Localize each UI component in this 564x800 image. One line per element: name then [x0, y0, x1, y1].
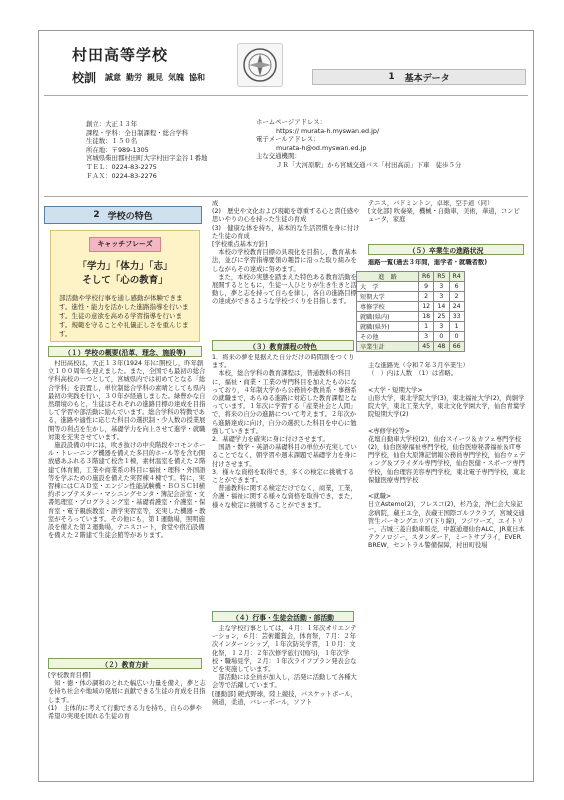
motto-label: 校訓 [72, 71, 97, 85]
table-cell: 12 [419, 302, 434, 312]
table-row [357, 282, 465, 292]
mail-link[interactable]: murata-h@od.myswan.ed.jp [276, 143, 367, 152]
table-header: R4 [449, 272, 464, 282]
divider [44, 95, 528, 96]
policy-text: [学校教育目標] 知・徳・体の調和のとれた幅広い力量を備え，夢と志を持ち社会や地域の発展に貢献できる生徒の育成を目指します。 (1) 主体的に考えて行動できる力を持ち，自らの夢や希望の実現を図れる生徒の育 [48, 672, 206, 721]
catchphrase-desc: 部活動や学校行事を通し感動が体験できます。進性・能力を活かした進路指導を行います。生徒の意欲を高める学習指導を行います。規範を守ることや礼儀正しさを重んじます。 [59, 294, 189, 338]
motto-word: 誠意 [105, 73, 122, 82]
students: 生徒数：１５０名 [86, 137, 138, 146]
section-basic-data-header: 1 基本データ [312, 69, 526, 85]
clubs-text-cont: テニス，バドミントン，卓球，空手道（同） [文化部] 吹奏楽，機械・自動車，美術，華道，コンピュータ，家庭 [368, 200, 520, 224]
heading-policy: （２）教育方針 [48, 658, 202, 669]
table-cell: 0 [449, 332, 464, 342]
table-cell: 33 [449, 312, 464, 322]
section-features-header: 2 学校の特色 [44, 206, 202, 224]
founded: 創立：大正１３年 [86, 120, 138, 128]
table-cell: 就職(県内) [357, 312, 419, 322]
school-motto [72, 69, 205, 86]
table-cell: 2 [449, 292, 464, 302]
heading-career: （５）卒業生の進路状況 [368, 244, 524, 255]
table-cell: 66 [449, 342, 464, 352]
motto-word: 気魄 [168, 73, 185, 82]
traffic-label: 主な交通機関： [256, 152, 301, 161]
table-row [357, 332, 465, 342]
table-cell: 14 [434, 302, 449, 312]
traffic-info: ＪＲ「大河原駅」から宮城交通バス「村田高前」下車 徒歩５分 [276, 160, 462, 169]
table-row [357, 292, 465, 302]
overview-text: 村田高校は，大正１３年(1924 年)に開校し，昨年創立１００周年を迎えました。また，全国でも最初の総合学科高校の一つとして，宮城県内では初めてとなる「総合学科」を設置し，単位制総合学科の素晴としても県内最初の実践を行い，３０年が経過しました。緑豊かな自然環境のもと，生徒はそれぞれの進路目標の達成を目指して学習や部活動に励んでいます。総合学科の特徴である，進路や適性に応じた科目の選択制・少人数の授業展開等の利点を生かし，基礎学力を向上させて進学・就職対策を充実させています。 施設設備の中には，吹き抜けの中央階段やコモンホール・トレーニング機器を備えた多目的ホール等を含む開放感あふれる３階建て校舎１棟，素材温室を備えた２階建て体育館，工業や商業系の科目に福祉・理科・外国語等を学ぶための施設を備えた実習棟４棟です。特に，実習棟にはＣＡＤ室・エンジン性能試験機・ＢＯＳＣＨ横約ポンプテスター・マシニングセンタ・簿記会計室・文書処理室・プログラミング室・基礎看護室・介護室・保育室・電子親族教室・語学実習室等，充実した機器・教室がそろっています。その他にも，第１運動場，照明施設を備えた第２運動場，テニスコート，食堂や宿泊設備を備えた２階建て生徒会館等があります。 [48, 360, 206, 540]
table-header: 進 路 [357, 272, 419, 282]
divider [44, 196, 528, 197]
postal: 所在地：〒989-1305 [86, 145, 149, 154]
table-cell: 就職(県外) [357, 322, 419, 332]
heading-events: （４）行事・生徒会活動・部活動 [212, 611, 354, 622]
table-cell: 1 [449, 322, 464, 332]
catchphrase-box [50, 230, 200, 342]
table-cell: 24 [449, 302, 464, 312]
table-cell: 3 [434, 282, 449, 292]
table-header: R5 [434, 272, 449, 282]
table-cell: 3 [434, 292, 449, 302]
career-table [356, 271, 465, 352]
table-cell: 卒業生計 [357, 342, 419, 352]
table-cell: 0 [434, 332, 449, 342]
catchphrase-heading: キャッチフレーズ [89, 237, 161, 252]
table-cell: 専修学校 [357, 302, 419, 312]
table-cell: 9 [419, 282, 434, 292]
policy-text-cont: 成 (2) 歴史や文化および現範を尊重する心と責任感や思いやりの心を持った生徒の育成 (3) 健康な体を持ち，基本的な生活習慣を身に付けた生徒の育成 [学校重点基本方針] 本校の学校教育目標の具現化を目指し，教育基本法，並びに学習指導要領の趣旨に沿った取り組みをしながらその達成に努めます。 また，本校の実態を踏まえた特色ある教育活動を展開するとともに，生徒一人ひとりが生き生きと活動し，夢と志を持って自らを律し，各自の進路目標の達成ができるような学校づくりを目指します。 [212, 200, 360, 306]
motto-word: 協和 [189, 73, 206, 82]
mail-label: 電子メールアドレス： [256, 135, 320, 144]
table-header-row [357, 272, 465, 282]
table-cell: 短期大学 [357, 292, 419, 302]
table-row [357, 322, 465, 332]
tel: ＴＥＬ：0224-83-2275 [86, 162, 157, 171]
table-cell: 2 [419, 292, 434, 302]
table-cell: 45 [419, 342, 434, 352]
table-cell: 3 [419, 332, 434, 342]
contact-info [256, 118, 528, 170]
hp-label: ホームページアドレス： [256, 118, 326, 126]
hp-link[interactable]: https:// murata-h.myswan.ed.jp/ [276, 126, 380, 135]
catchphrase-line1: 「学力」「体力」「志」 [77, 261, 173, 272]
motto-word: 勤労 [126, 73, 143, 82]
table-cell: 1 [419, 322, 434, 332]
fax: ＦＡＸ：0224-83-2276 [86, 171, 157, 180]
table-cell: 大 学 [357, 282, 419, 292]
career-destinations-text: 主な進路先（令和７年３月卒業生） （ ）内は人数 （1）は省略。 <大学・短期大学> 山形大学，東北学院大学(3)，東北福祉大学(2)，尚絅学院大学，東北工業大学，東北文化学園大学，仙台青葉学院短期大学(2) <専修学校等> 花壇自動車大学校(2)，仙台スイーツ＆カフェ専門学校(2)，仙台医療福祉専門学校，仙台医療秘書福祉＆IT専門学校，仙台大原簿記情報公務員専門学校，仙台ウェディング＆ブライダル専門学校，仙台医健・スポーツ専門学校，仙台理容美容専門学校，東北電子専門学校，東北保健医療専門学校 <就職> 日立Astemo(2)，フレスコ(2)，杉乃金，浄仁会大泉記念病院，蔵王ユ全，表蔵王国際ゴルフクラブ，宮城交通管生パーキングエリア(下り線)，フジワーズ，エイトリー，吉城三菱自動車販売，中越通運仙台ALC，JR東日本テクノロジー，スタンダード，ミートサプライ，EVER BREW，セントラル警備保障，村田町役場 [368, 362, 526, 550]
table-header: R6 [419, 272, 434, 282]
table-total-row [357, 342, 465, 352]
table-row [357, 302, 465, 312]
address: 宮城県柴田郡村田町大字村田字金谷１番地 [86, 154, 208, 163]
heading-overview: （１）学校の概要(沿革、理念、施設等) [48, 346, 202, 357]
table-cell: 18 [419, 312, 434, 322]
heading-curriculum: （３）教育課程の特色 [212, 340, 354, 351]
course: 課程・学科：全日制課程・総合学科 [86, 128, 189, 137]
basic-info [86, 120, 266, 180]
table-row [357, 312, 465, 322]
table-cell: 6 [449, 282, 464, 292]
table-cell: 48 [434, 342, 449, 352]
table-cell: その他 [357, 332, 419, 342]
table-cell: 25 [434, 312, 449, 322]
school-emblem-icon [237, 43, 283, 87]
school-name: 村田高等学校 [72, 46, 169, 64]
curriculum-text: 1．将来の夢を見据えた自分だけの時間割をつくります。 本校，総合学科の教育課程は，普通教科の科目に，福祉・商業・工業の専門科目を加えたものになっており，４年制大学から公務員や教員系・事務系の就職まで，あらゆる進路に対応した教育課程となっています。１年次に学習する「産業社会と人間」で，将来の自分の進路について考えます。２年次から進路達成に向け，自分の選択した科目を中心に勉強していきます。 2．基礎学力を確実に身に付けさせます。 国語・数学・英語の基礎科目の単位が充実していることでなく，朝学習や週末課題で基礎学力を身に付けさせます。 3．様々な資格を取得でき，多くの検定に挑戦することができます。 普通教科に関する検定だけでなく，商業，工業，介護・福祉に関する様々な資格を取得でき，また，様々な検定に挑戦することができます。 [212, 354, 357, 509]
table-caption: 進路一覧(過去３年間，進学者・就職者数) [368, 259, 488, 266]
events-text: 主な学校行事としては，４月：１年次オリエンテーション，６月：芸術鑑賞会，体育祭，７月：２年次インターンシップ，１年次防災学習，１０月：文化祭，１２月：２年次修学旅行(国内)，１年次学校・職場見学，２月：１年次ライフプラン発表会などを実施しています。 部活動には全員が加入し，活発に活動して各種大会等で活躍しています。 [運動部] 硬式野球，陸上競技，バスケットボール，剣道，柔道，バレーボール，ソフト [212, 625, 357, 706]
catchphrase-line2: そして「心の教育」 [82, 275, 168, 286]
table-cell: 3 [434, 322, 449, 332]
motto-word: 親見 [147, 73, 164, 82]
